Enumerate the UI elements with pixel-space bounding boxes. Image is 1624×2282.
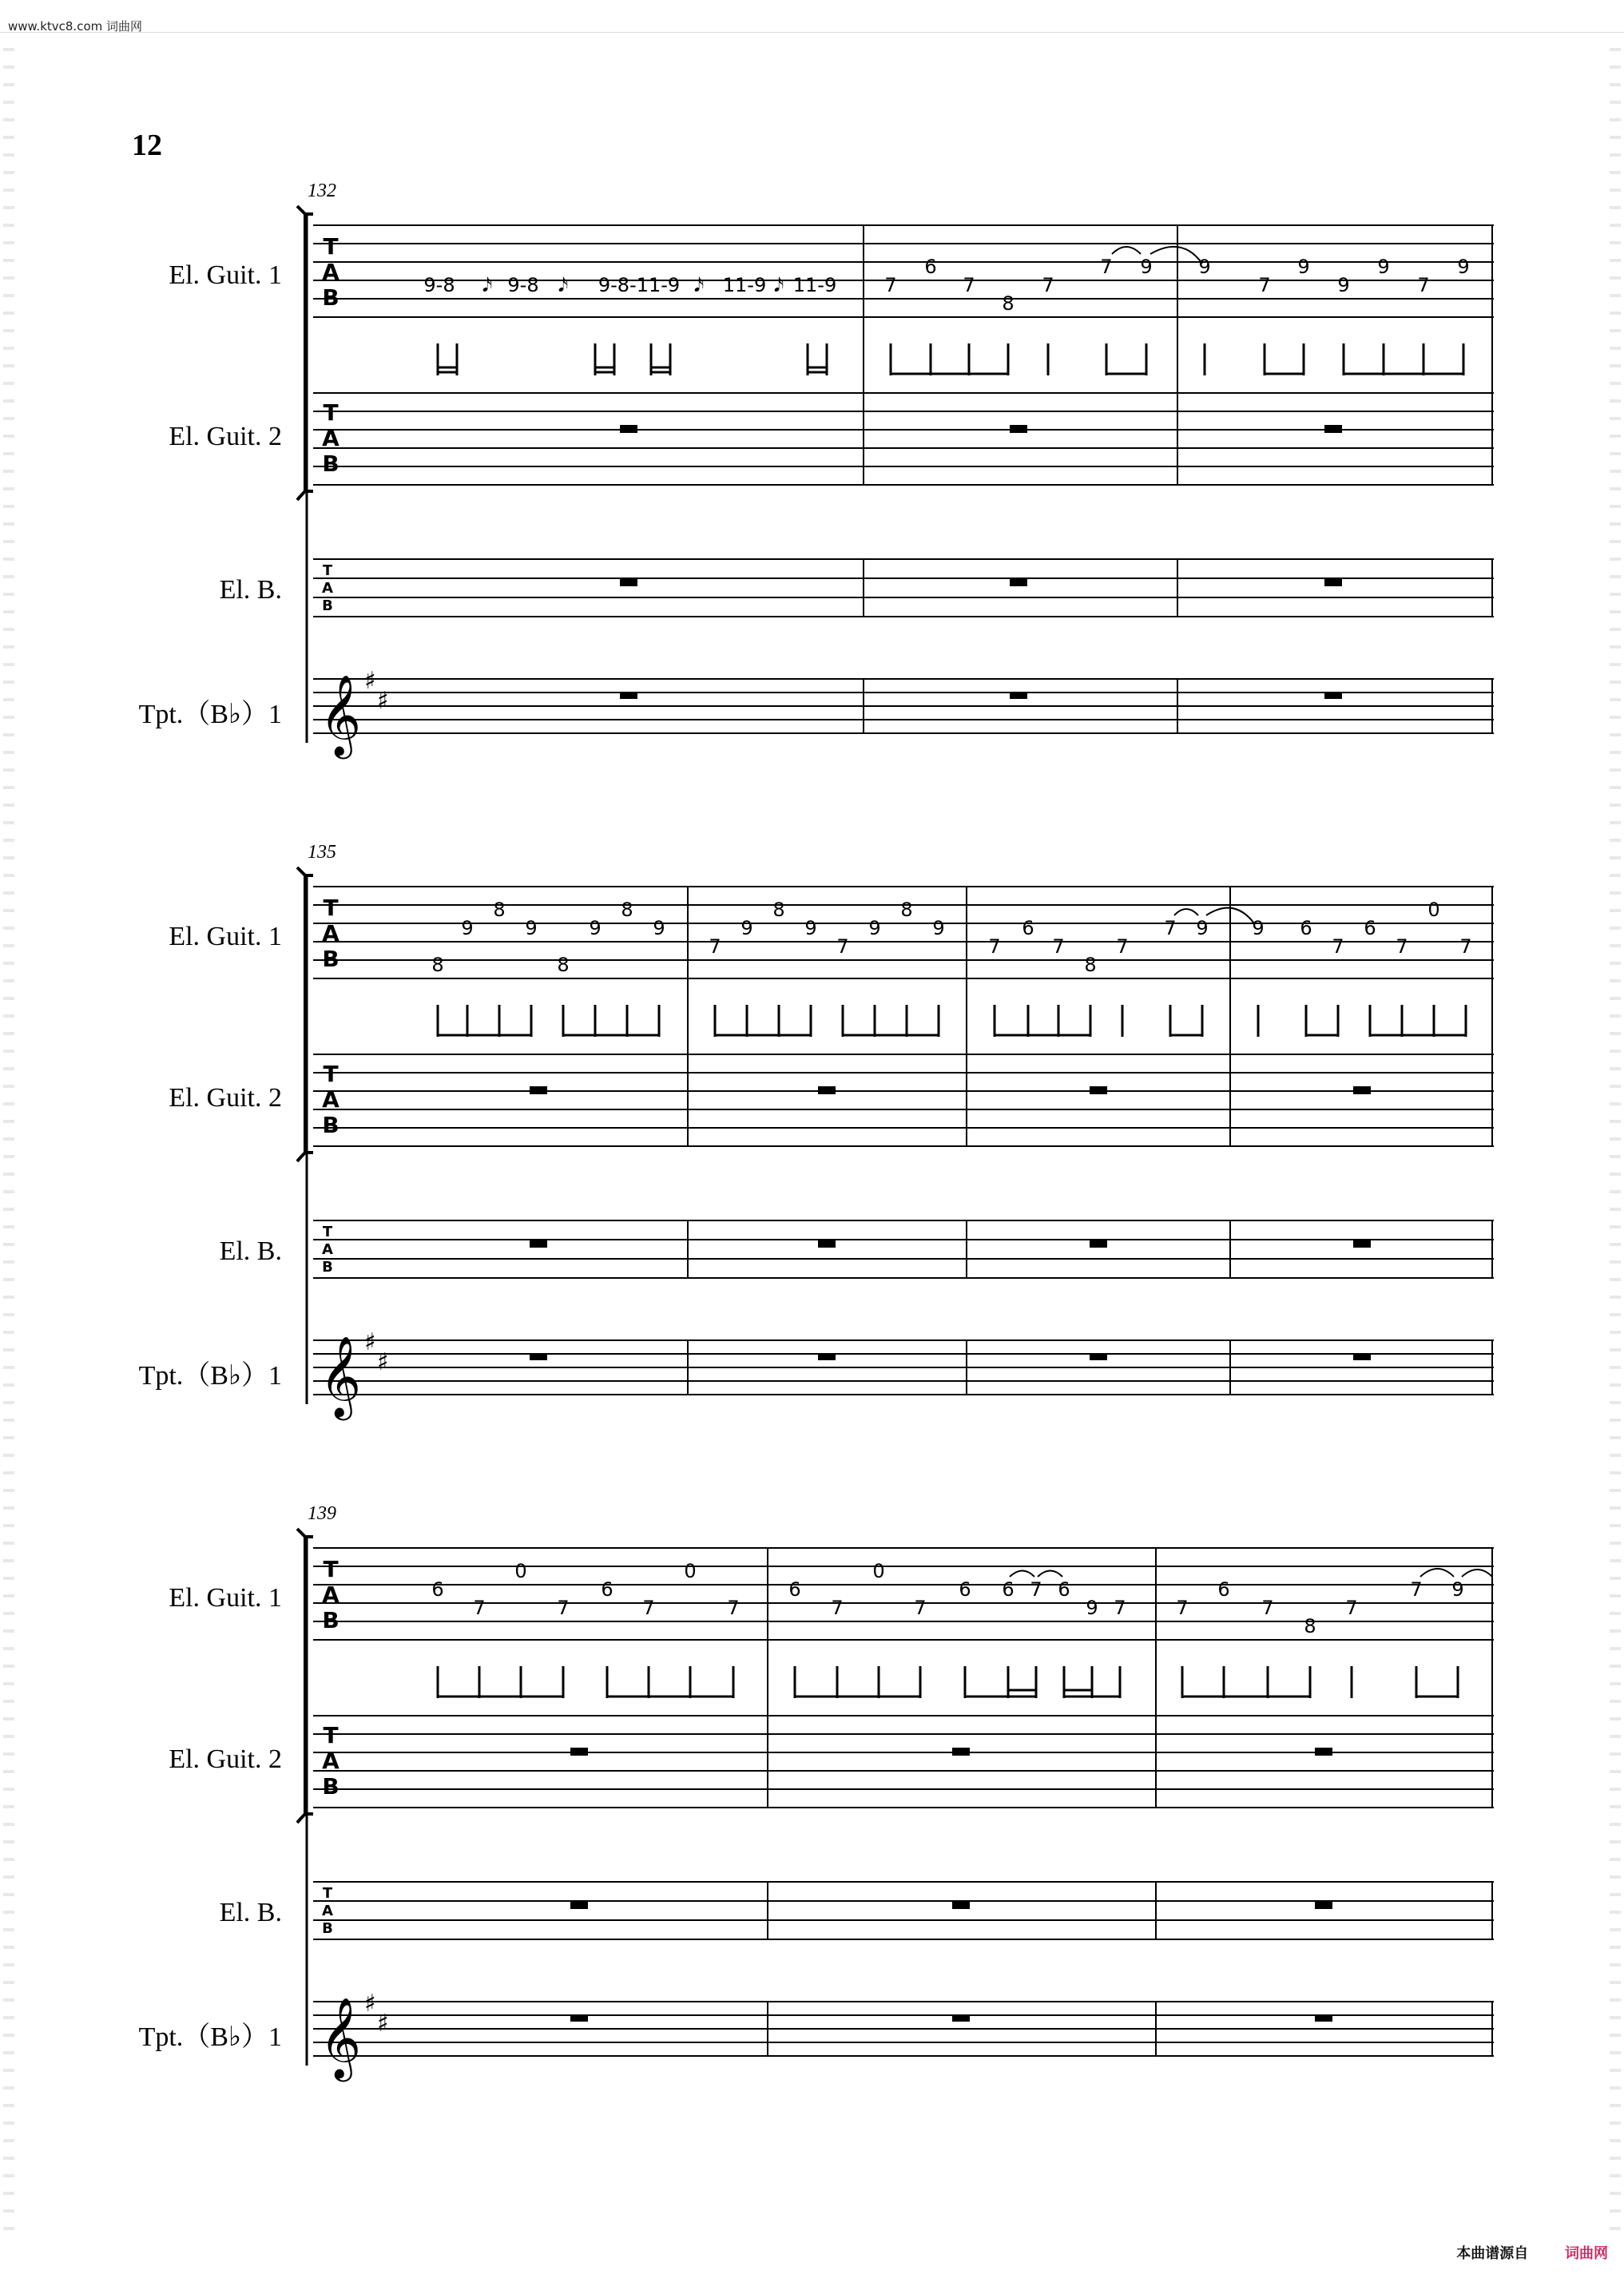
svg-text:8: 8 — [431, 954, 444, 976]
svg-text:7: 7 — [914, 1597, 927, 1619]
measure-number: 135 — [308, 842, 336, 863]
svg-text:7: 7 — [557, 1597, 570, 1619]
svg-text:8: 8 — [900, 899, 913, 921]
svg-text:9: 9 — [461, 917, 474, 939]
svg-text:9: 9 — [1140, 256, 1153, 278]
svg-text:B: B — [322, 1259, 333, 1276]
svg-text:T: T — [323, 399, 339, 426]
svg-text:7: 7 — [642, 1597, 655, 1619]
svg-text:6: 6 — [1364, 917, 1376, 939]
svg-text:9: 9 — [1252, 917, 1265, 939]
svg-text:9: 9 — [1337, 274, 1350, 296]
svg-text:9: 9 — [932, 917, 945, 939]
svg-text:7: 7 — [1261, 1597, 1274, 1619]
svg-text:7: 7 — [1042, 274, 1054, 296]
svg-text:7: 7 — [1052, 935, 1065, 958]
svg-text:B: B — [322, 1773, 339, 1800]
svg-text:8: 8 — [1084, 954, 1097, 976]
svg-text:T: T — [322, 562, 333, 579]
svg-text:B: B — [322, 1607, 339, 1633]
svg-text:T: T — [323, 1556, 339, 1582]
svg-text:♯: ♯ — [377, 1348, 389, 1376]
svg-text:A: A — [322, 1903, 333, 1919]
svg-text:B: B — [322, 1112, 339, 1138]
svg-text:9: 9 — [1451, 1578, 1464, 1601]
svg-text:7: 7 — [1116, 935, 1129, 958]
svg-text:B: B — [322, 597, 333, 614]
svg-text:6: 6 — [924, 256, 937, 278]
svg-text:T: T — [323, 895, 339, 921]
svg-text:11-9: 11-9 — [792, 274, 837, 296]
svg-text:9: 9 — [741, 917, 753, 939]
footer-source: 本曲谱源自 — [1456, 2245, 1529, 2262]
measure-number: 132 — [308, 181, 336, 201]
instrument-name-guitar-2: El. Guit. 2 — [169, 1083, 282, 1113]
svg-text:8: 8 — [1002, 292, 1015, 315]
svg-text:9: 9 — [589, 917, 602, 939]
svg-text:𝅘𝅥𝅯: 𝅘𝅥𝅯 — [693, 274, 705, 296]
svg-text:♯: ♯ — [377, 687, 389, 715]
svg-text:6: 6 — [788, 1578, 801, 1601]
svg-text:6: 6 — [601, 1578, 613, 1601]
svg-text:7: 7 — [988, 935, 1001, 958]
svg-text:0: 0 — [684, 1560, 697, 1582]
svg-text:B: B — [322, 946, 339, 972]
svg-text:9: 9 — [1377, 256, 1390, 278]
svg-text:7: 7 — [836, 935, 849, 958]
svg-text:𝅘𝅥𝅯: 𝅘𝅥𝅯 — [773, 274, 784, 296]
svg-text:7: 7 — [1176, 1597, 1189, 1619]
svg-text:A: A — [322, 425, 339, 451]
svg-text:♯: ♯ — [364, 1990, 376, 2018]
svg-text:9-8: 9-8 — [423, 274, 455, 296]
instrument-name-trumpet: Tpt.（B♭）1 — [138, 2022, 282, 2052]
svg-text:T: T — [323, 1061, 339, 1087]
svg-text:7: 7 — [1410, 1578, 1423, 1601]
svg-text:𝄞: 𝄞 — [320, 1335, 362, 1417]
svg-text:9-8: 9-8 — [507, 274, 539, 296]
svg-text:7: 7 — [1258, 274, 1271, 296]
svg-text:7: 7 — [1114, 1597, 1126, 1619]
svg-text:9: 9 — [1086, 1597, 1098, 1619]
svg-text:𝄞: 𝄞 — [320, 673, 362, 756]
svg-text:6: 6 — [959, 1578, 971, 1601]
svg-text:7: 7 — [1332, 935, 1344, 958]
svg-text:♯: ♯ — [377, 2010, 389, 2038]
instrument-name-guitar-1: El. Guit. 1 — [169, 922, 282, 951]
svg-text:8: 8 — [493, 899, 506, 921]
footer-brand-link[interactable]: 词曲网 — [1565, 2245, 1608, 2262]
svg-text:11-9: 11-9 — [722, 274, 767, 296]
svg-text:T: T — [323, 1722, 339, 1748]
svg-text:9: 9 — [653, 917, 665, 939]
svg-text:T: T — [322, 1224, 333, 1240]
svg-text:8: 8 — [1304, 1615, 1316, 1637]
svg-text:9-8-11-9: 9-8-11-9 — [598, 274, 681, 296]
svg-text:9: 9 — [1297, 256, 1310, 278]
instrument-name-guitar-1: El. Guit. 1 — [169, 1583, 282, 1613]
svg-text:𝅘𝅥𝅯: 𝅘𝅥𝅯 — [482, 274, 493, 296]
svg-text:6: 6 — [1217, 1578, 1230, 1601]
system-2-notation — [0, 661, 1624, 1428]
svg-text:6: 6 — [1022, 917, 1034, 939]
svg-text:7: 7 — [1164, 917, 1177, 939]
instrument-name-trumpet: Tpt.（B♭）1 — [138, 700, 282, 729]
svg-text:♯: ♯ — [364, 667, 376, 695]
svg-text:9: 9 — [868, 917, 881, 939]
svg-text:8: 8 — [772, 899, 785, 921]
svg-text:0: 0 — [1427, 899, 1440, 921]
system-3-notation — [0, 1323, 1624, 2090]
instrument-name-guitar-2: El. Guit. 2 — [169, 422, 282, 451]
svg-text:6: 6 — [1300, 917, 1312, 939]
svg-text:7: 7 — [709, 935, 721, 958]
site-header: www.ktvc8.com 词曲网 — [8, 19, 143, 34]
svg-text:𝅘𝅥𝅯: 𝅘𝅥𝅯 — [558, 274, 569, 296]
svg-text:A: A — [322, 1086, 339, 1113]
svg-text:B: B — [322, 450, 339, 477]
svg-text:T: T — [322, 1885, 333, 1902]
svg-text:6: 6 — [1002, 1578, 1015, 1601]
measure-number: 139 — [308, 1503, 336, 1524]
svg-text:9: 9 — [804, 917, 817, 939]
svg-text:7: 7 — [1396, 935, 1408, 958]
page-number: 12 — [132, 129, 162, 162]
svg-text:7: 7 — [884, 274, 897, 296]
svg-text:7: 7 — [1417, 274, 1430, 296]
system-1-notation — [0, 0, 1624, 767]
svg-text:9: 9 — [1457, 256, 1470, 278]
instrument-name-trumpet: Tpt.（B♭）1 — [138, 1361, 282, 1391]
svg-text:6: 6 — [1058, 1578, 1070, 1601]
svg-text:A: A — [322, 580, 333, 597]
svg-text:9: 9 — [1196, 917, 1209, 939]
instrument-name-guitar-2: El. Guit. 2 — [169, 1744, 282, 1774]
svg-text:0: 0 — [872, 1560, 885, 1582]
svg-text:𝄞: 𝄞 — [320, 1996, 362, 2078]
svg-text:♯: ♯ — [364, 1328, 376, 1356]
svg-text:A: A — [322, 259, 339, 285]
svg-text:7: 7 — [831, 1597, 844, 1619]
svg-text:7: 7 — [963, 274, 975, 296]
footer — [1456, 2242, 1608, 2263]
svg-text:7: 7 — [727, 1597, 740, 1619]
svg-text:A: A — [322, 920, 339, 947]
svg-text:0: 0 — [514, 1560, 527, 1582]
svg-text:A: A — [322, 1241, 333, 1258]
svg-text:9: 9 — [1198, 256, 1211, 278]
svg-text:B: B — [322, 1920, 333, 1937]
svg-text:T: T — [323, 233, 339, 260]
instrument-name-bass: El. B. — [219, 1236, 282, 1266]
svg-text:7: 7 — [473, 1597, 486, 1619]
svg-text:6: 6 — [431, 1578, 444, 1601]
instrument-name-bass: El. B. — [219, 1898, 282, 1927]
instrument-name-guitar-1: El. Guit. 1 — [169, 260, 282, 290]
svg-text:B: B — [322, 284, 339, 311]
instrument-name-bass: El. B. — [219, 575, 282, 605]
svg-text:7: 7 — [1459, 935, 1472, 958]
svg-text:A: A — [322, 1748, 339, 1774]
svg-text:7: 7 — [1100, 256, 1113, 278]
svg-text:7: 7 — [1345, 1597, 1358, 1619]
svg-text:8: 8 — [621, 899, 633, 921]
svg-text:8: 8 — [557, 954, 570, 976]
svg-text:9: 9 — [525, 917, 538, 939]
svg-text:7: 7 — [1030, 1578, 1042, 1601]
svg-text:A: A — [322, 1582, 339, 1608]
